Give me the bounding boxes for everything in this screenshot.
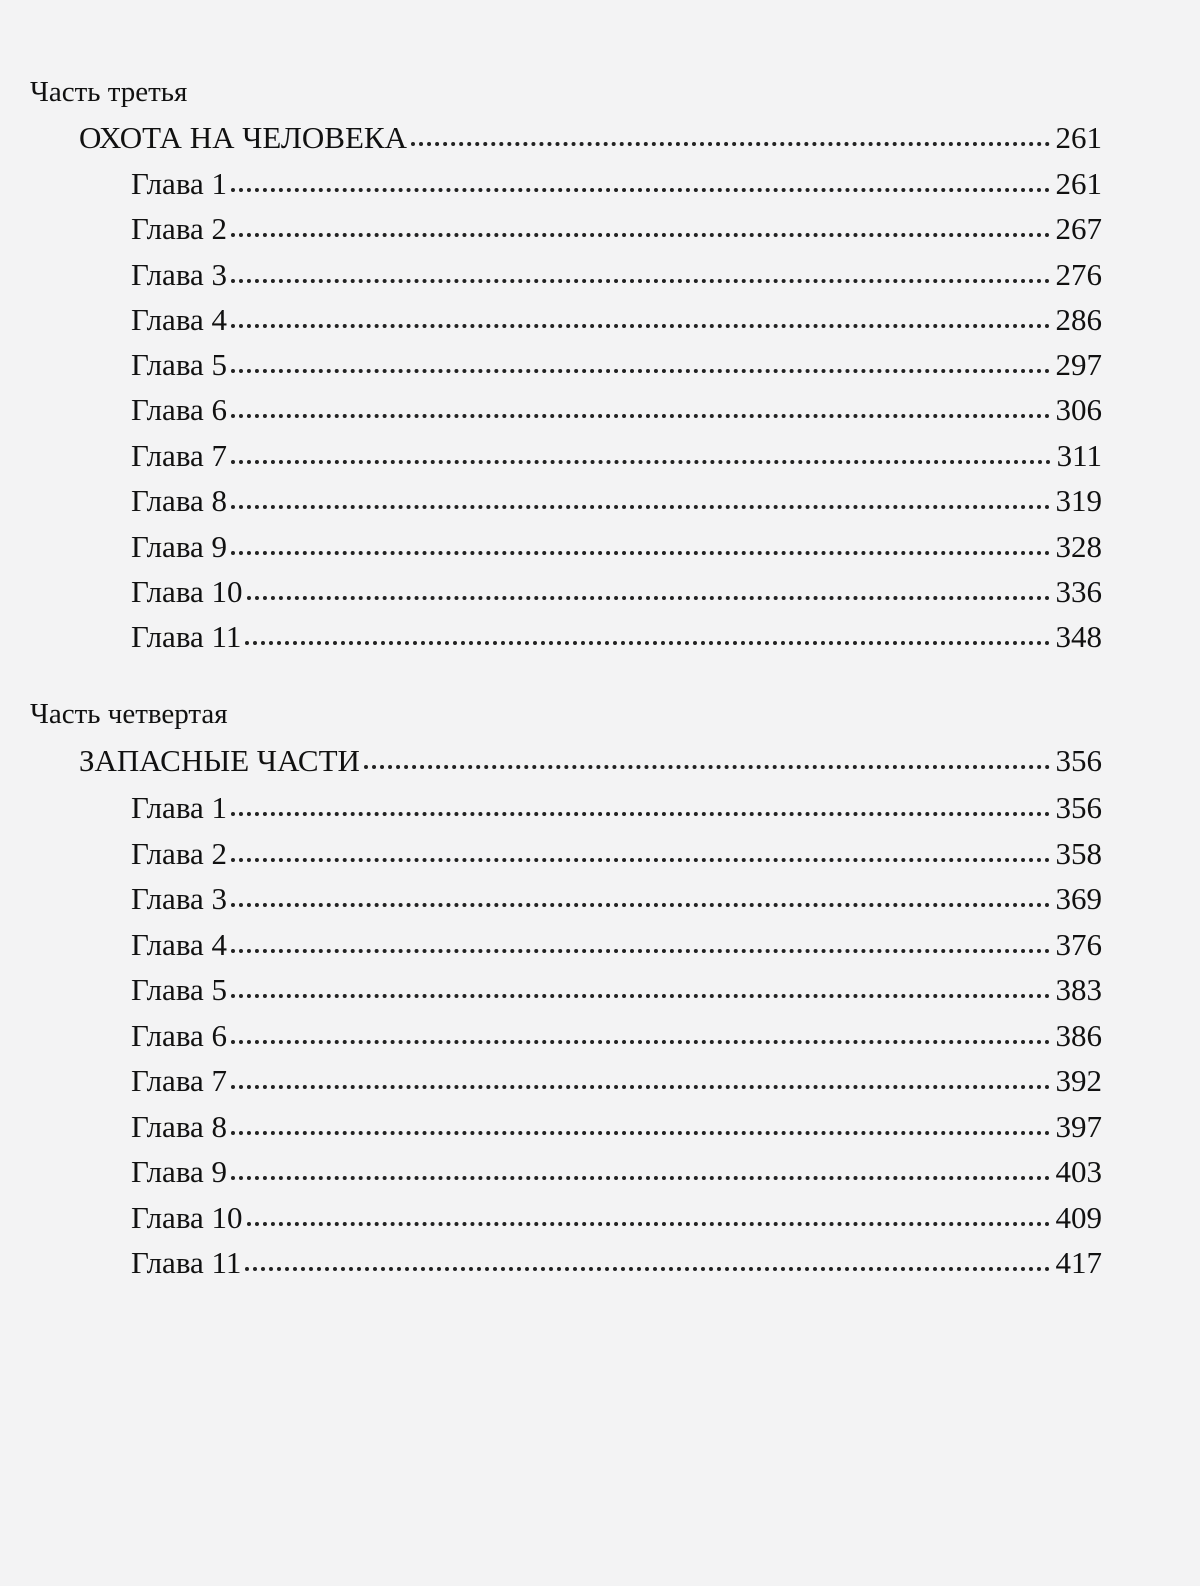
part-heading: Часть четвертая <box>30 698 228 730</box>
page-number: 348 <box>1055 619 1102 654</box>
toc-chapter-entry <box>0 970 1200 1010</box>
toc-chapter-entry <box>0 834 1200 874</box>
page-number: 369 <box>1055 881 1102 916</box>
chapter-label: Глава 7 <box>131 438 228 473</box>
section-title: ЗАПАСНЫЕ ЧАСТИ <box>79 743 360 778</box>
leader-dots <box>245 1267 1050 1271</box>
toc-chapter-entry <box>0 572 1200 612</box>
leader-dots <box>231 858 1050 862</box>
leader-dots <box>231 233 1050 237</box>
leader-dots <box>231 812 1050 816</box>
page-number: 403 <box>1055 1154 1102 1189</box>
chapter-label: Глава 10 <box>131 1200 243 1235</box>
page-number: 311 <box>1056 438 1102 473</box>
page-number: 306 <box>1055 392 1102 427</box>
toc-chapter-entry <box>0 1152 1200 1192</box>
chapter-label: Глава 9 <box>131 529 228 564</box>
chapter-label: Глава 9 <box>131 1154 228 1189</box>
chapter-label: Глава 11 <box>131 619 242 654</box>
toc-chapter-entry <box>0 617 1200 657</box>
chapter-label: Глава 6 <box>131 1018 228 1053</box>
page-number: 336 <box>1055 574 1102 609</box>
page-number: 261 <box>1055 120 1102 155</box>
leader-dots <box>245 641 1050 645</box>
page-number: 356 <box>1055 743 1102 778</box>
chapter-label: Глава 6 <box>131 392 228 427</box>
leader-dots <box>231 1040 1050 1044</box>
leader-dots <box>231 505 1050 509</box>
leader-dots <box>231 903 1050 907</box>
chapter-label: Глава 8 <box>131 1109 228 1144</box>
chapter-label: Глава 3 <box>131 881 228 916</box>
toc-chapter-entry <box>0 527 1200 567</box>
page-number: 328 <box>1055 529 1102 564</box>
leader-dots <box>231 994 1050 998</box>
leader-dots <box>231 324 1050 328</box>
part-heading: Часть третья <box>30 76 188 108</box>
toc-chapter-entry <box>0 209 1200 249</box>
page-number: 409 <box>1055 1200 1102 1235</box>
leader-dots <box>231 279 1050 283</box>
toc-chapter-entry <box>0 345 1200 385</box>
chapter-label: Глава 8 <box>131 483 228 518</box>
toc-chapter-entry <box>0 925 1200 965</box>
page-number: 392 <box>1055 1063 1102 1098</box>
leader-dots <box>231 460 1051 464</box>
chapter-label: Глава 7 <box>131 1063 228 1098</box>
toc-chapter-entry <box>0 788 1200 828</box>
chapter-label: Глава 4 <box>131 927 228 962</box>
toc-chapter-entry <box>0 879 1200 919</box>
chapter-label: Глава 11 <box>131 1245 242 1280</box>
page-number: 356 <box>1055 790 1102 825</box>
toc-chapter-entry <box>0 481 1200 521</box>
toc-chapter-entry <box>0 1016 1200 1056</box>
leader-dots <box>231 949 1050 953</box>
chapter-label: Глава 2 <box>131 836 228 871</box>
page-number: 261 <box>1055 166 1102 201</box>
leader-dots <box>411 142 1050 146</box>
chapter-label: Глава 4 <box>131 302 228 337</box>
page-number: 358 <box>1055 836 1102 871</box>
page-number: 297 <box>1055 347 1102 382</box>
leader-dots <box>247 1222 1050 1226</box>
chapter-label: Глава 5 <box>131 972 228 1007</box>
chapter-label: Глава 1 <box>131 790 228 825</box>
page-number: 267 <box>1055 211 1102 246</box>
toc-chapter-entry <box>0 1198 1200 1238</box>
toc-chapter-entry <box>0 390 1200 430</box>
toc-chapter-entry <box>0 1243 1200 1283</box>
section-title: ОХОТА НА ЧЕЛОВЕКА <box>79 120 407 155</box>
chapter-label: Глава 10 <box>131 574 243 609</box>
toc-chapter-entry <box>0 164 1200 204</box>
leader-dots <box>231 1085 1050 1089</box>
chapter-label: Глава 2 <box>131 211 228 246</box>
toc-chapter-entry <box>0 255 1200 295</box>
chapter-label: Глава 5 <box>131 347 228 382</box>
toc-section-entry <box>0 741 1200 781</box>
leader-dots <box>231 188 1050 192</box>
toc-chapter-entry <box>0 436 1200 476</box>
toc-chapter-entry <box>0 300 1200 340</box>
page-number: 276 <box>1055 257 1102 292</box>
page-number: 383 <box>1055 972 1102 1007</box>
chapter-label: Глава 1 <box>131 166 228 201</box>
leader-dots <box>231 369 1050 373</box>
leader-dots <box>364 765 1050 769</box>
leader-dots <box>231 414 1050 418</box>
toc-chapter-entry <box>0 1107 1200 1147</box>
leader-dots <box>231 551 1050 555</box>
chapter-label: Глава 3 <box>131 257 228 292</box>
page-number: 386 <box>1055 1018 1102 1053</box>
page-number: 286 <box>1055 302 1102 337</box>
leader-dots <box>247 596 1050 600</box>
leader-dots <box>231 1176 1050 1180</box>
page-number: 376 <box>1055 927 1102 962</box>
page-number: 319 <box>1055 483 1102 518</box>
page-number: 397 <box>1055 1109 1102 1144</box>
toc-chapter-entry <box>0 1061 1200 1101</box>
leader-dots <box>231 1131 1050 1135</box>
toc-section-entry <box>0 118 1200 158</box>
page-number: 417 <box>1055 1245 1102 1280</box>
